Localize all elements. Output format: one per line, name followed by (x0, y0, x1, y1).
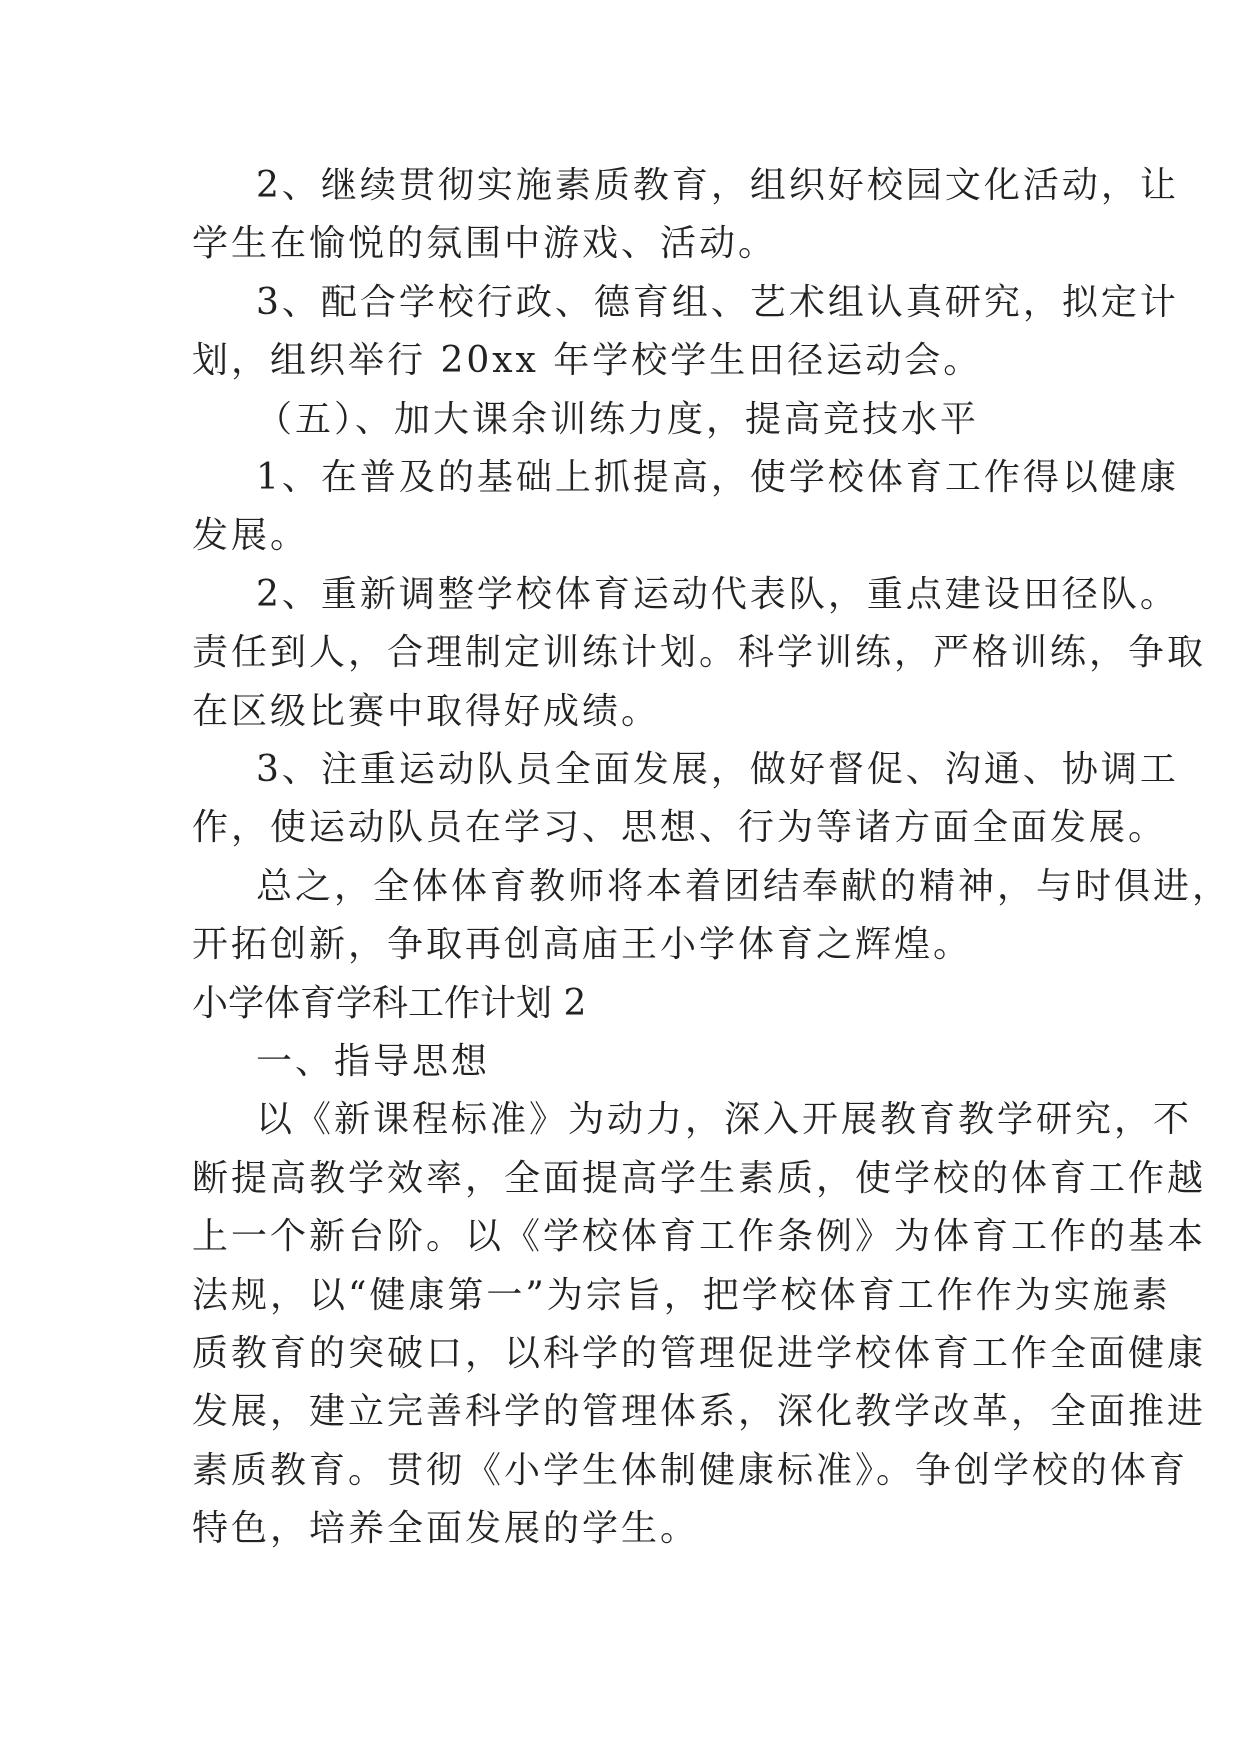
text-line: 2、继续贯彻实施素质教育，组织好校园文化活动，让 (256, 165, 1179, 206)
text-line: 发展，建立完善科学的管理体系，深化教学改革，全面推进 (192, 1391, 1207, 1432)
text-line: 1、在普及的基础上抓提高，使学校体育工作得以健康 (256, 457, 1179, 498)
text-line: 断提高教学效率，全面提高学生素质，使学校的体育工作越 (192, 1158, 1207, 1199)
text-line: 素质教育。贯彻《小学生体制健康标准》。争创学校的体育 (192, 1450, 1189, 1491)
text-line: 2、重新调整学校体育运动代表队，重点建设田径队。 (256, 574, 1179, 615)
section-heading: （五）、加大课余训练力度，提高竞技水平 (256, 399, 980, 440)
section-heading: 一、指导思想 (256, 1041, 491, 1082)
text-line: 划，组织举行 20xx 年学校学生田径运动会。 (192, 340, 983, 381)
text-line: 总之，全体体育教师将本着团结奉献的精神，与时俱进， (256, 866, 1232, 907)
document-title: 小学体育学科工作计划 2 (192, 983, 587, 1024)
text-line: 质教育的突破口，以科学的管理促进学校体育工作全面健康 (192, 1333, 1207, 1374)
text-line: 3、注重运动队员全面发展，做好督促、沟通、协调工 (256, 749, 1179, 790)
text-line: 学生在愉悦的氛围中游戏、活动。 (192, 223, 778, 264)
text-line: 上一个新台阶。以《学校体育工作条例》为体育工作的基本 (192, 1216, 1207, 1257)
text-line: 责任到人，合理制定训练计划。科学训练，严格训练，争取 (192, 632, 1207, 673)
text-line: 发展。 (192, 515, 310, 556)
text-line: 3、配合学校行政、德育组、艺术组认真研究，拟定计 (256, 282, 1179, 323)
text-line: 作，使运动队员在学习、思想、行为等诸方面全面发展。 (192, 807, 1168, 848)
text-line: 开拓创新，争取再创高庙王小学体育之辉煌。 (192, 924, 973, 965)
text-line: 法规，以“健康第一”为宗旨，把学校体育工作作为实施素 (192, 1275, 1171, 1316)
text-line: 特色，培养全面发展的学生。 (192, 1508, 700, 1549)
text-line: 以《新课程标准》为动力，深入开展教育教学研究，不 (256, 1099, 1193, 1140)
text-line: 在区级比赛中取得好成绩。 (192, 691, 661, 732)
